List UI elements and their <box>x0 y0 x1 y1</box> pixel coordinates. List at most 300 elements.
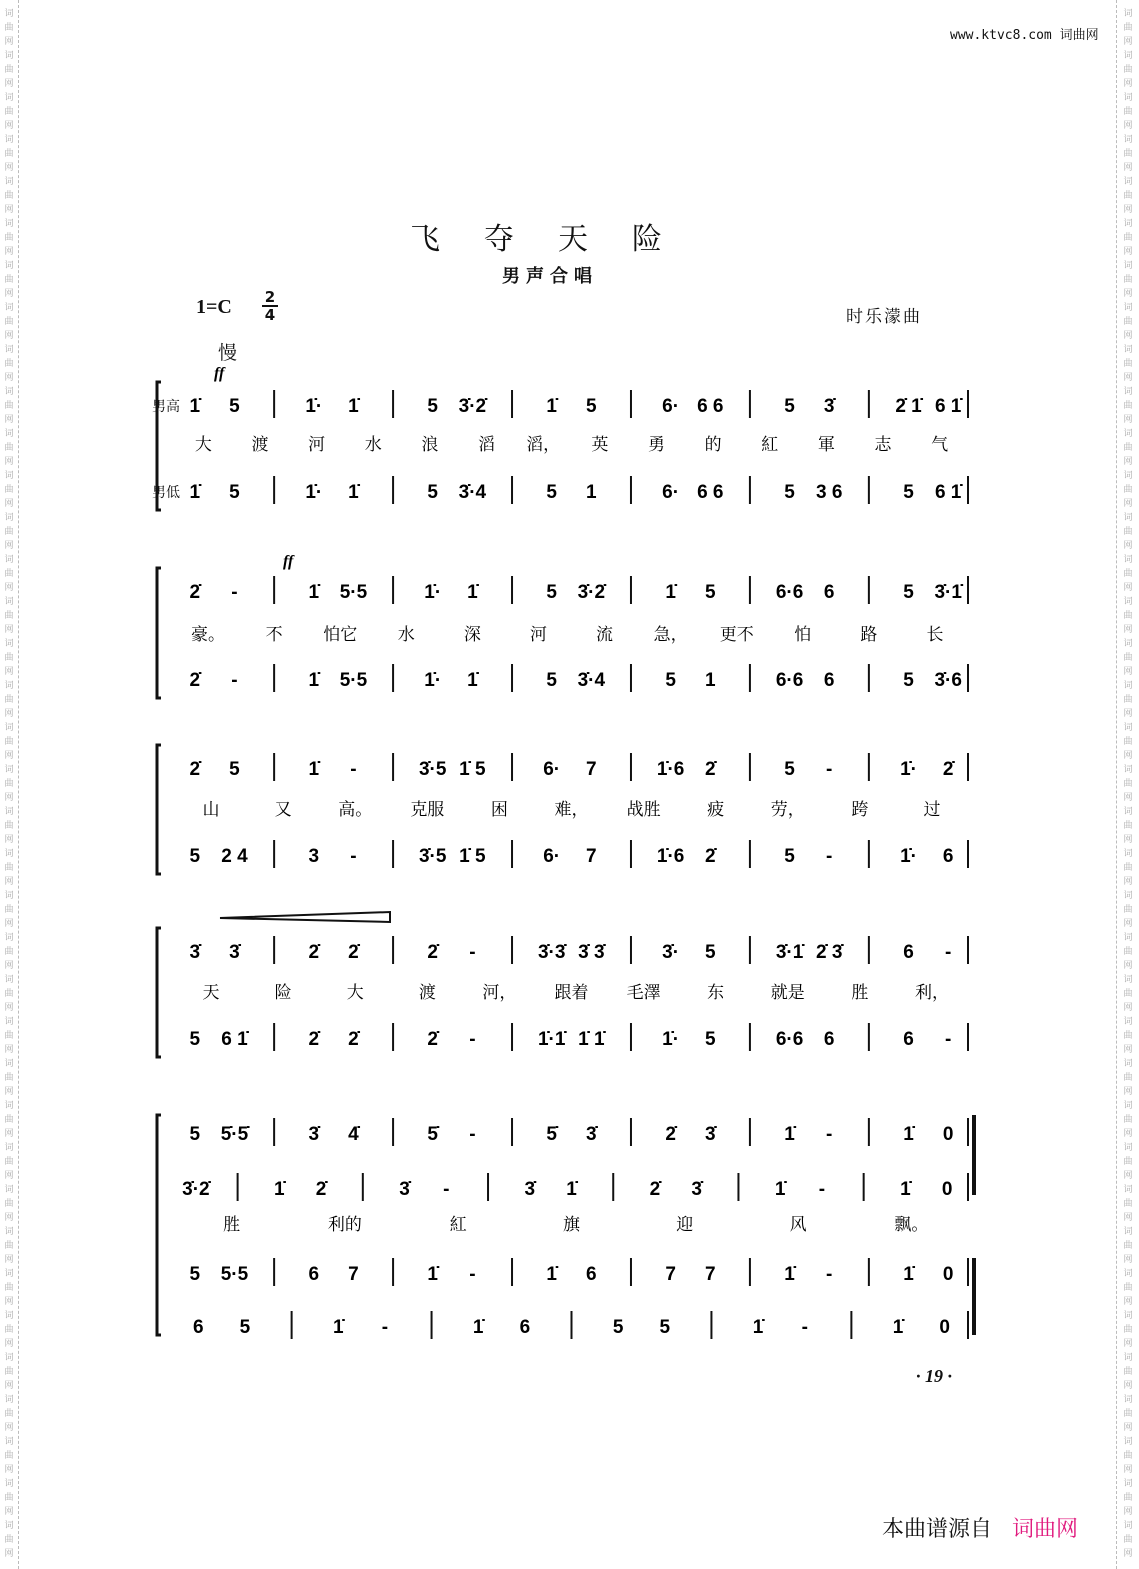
bass-note: 5 <box>229 482 240 503</box>
watermark-char: 词 <box>4 1311 14 1321</box>
watermark-char: 网 <box>4 457 14 467</box>
tenor-lower-note: 3̇·2̇ <box>182 1179 210 1200</box>
bass-note: 1̇ 1̇ <box>578 1029 605 1050</box>
watermark-char: 网 <box>1123 37 1133 47</box>
watermark-char: 曲 <box>4 905 14 915</box>
bass-lower-note: 6 <box>193 1317 204 1338</box>
watermark-char: 曲 <box>1123 1115 1133 1125</box>
watermark-char: 曲 <box>1123 1409 1133 1419</box>
watermark-char: 曲 <box>1123 1283 1133 1293</box>
watermark-char: 词 <box>4 639 14 649</box>
watermark-char: 网 <box>4 541 14 551</box>
watermark-char: 网 <box>1123 835 1133 845</box>
lyric-syllable: 毛澤 <box>626 983 661 1003</box>
watermark-char: 曲 <box>1123 401 1133 411</box>
watermark-char: 词 <box>1123 1395 1133 1405</box>
watermark-char: 网 <box>4 1465 14 1475</box>
bass-note: 6 6 <box>697 482 724 503</box>
watermark-char: 词 <box>4 723 14 733</box>
watermark-char: 网 <box>1123 1045 1133 1055</box>
watermark-char: 曲 <box>1123 569 1133 579</box>
lyric-syllable: 河， <box>482 983 517 1003</box>
bass-upper-note: 6 <box>586 1264 597 1285</box>
watermark-char: 网 <box>1123 1339 1133 1349</box>
bass-lower-note: 0 <box>939 1317 950 1338</box>
watermark-char: 词 <box>1123 681 1133 691</box>
bass-note: 2 4 <box>221 846 248 867</box>
watermark-char: 曲 <box>4 569 14 579</box>
bass-note: 3 <box>308 846 320 867</box>
tenor-note: 2̇ <box>189 759 201 780</box>
watermark-char: 网 <box>4 961 14 971</box>
lyric-syllable: 大 <box>346 983 364 1003</box>
watermark-char: 词 <box>4 1437 14 1447</box>
tenor-note: 1̇· <box>900 759 917 780</box>
bass-note: 1̇ 5 <box>459 846 486 867</box>
lyric-syllable: 勇 <box>647 435 665 455</box>
watermark-char: 词 <box>1123 345 1133 355</box>
lyric-syllable: 大 <box>194 435 212 455</box>
watermark-char: 词 <box>1123 303 1133 313</box>
tenor-upper-note: 0 <box>942 1124 954 1145</box>
watermark-char: 网 <box>4 583 14 593</box>
watermark-char: 网 <box>1123 79 1133 89</box>
watermark-char: 网 <box>1123 247 1133 257</box>
tenor-note: 5 <box>586 396 597 417</box>
watermark-char: 网 <box>4 1213 14 1223</box>
tenor-note: 3̇ <box>189 942 201 963</box>
bass-note: 5 <box>903 670 914 691</box>
watermark-char: 词 <box>4 1479 14 1489</box>
watermark-char: 曲 <box>4 317 14 327</box>
tenor-note: 2̇ <box>942 759 954 780</box>
bass-note: - <box>469 1029 476 1050</box>
tenor-note: 1̇ 5 <box>459 759 486 780</box>
bass-note: 1̇· <box>305 482 323 503</box>
song-title: 飞夺天险 <box>410 222 706 257</box>
lyric-syllable: 利， <box>914 983 949 1003</box>
watermark-char: 曲 <box>1123 149 1133 159</box>
tenor-upper-note: 3̇ <box>704 1124 716 1145</box>
tenor-note: 2̇ 1̇ <box>895 396 922 417</box>
site-name-text: 词曲网 <box>1059 28 1099 43</box>
tenor-note: 2̇ <box>704 759 716 780</box>
bass-note: 5 <box>189 846 201 867</box>
watermark-char: 曲 <box>4 233 14 243</box>
watermark-char: 网 <box>4 499 14 509</box>
bass-upper-note: 7 <box>704 1264 716 1285</box>
watermark-char: 词 <box>4 513 14 523</box>
tenor-lower-note: 3̇ <box>524 1179 536 1200</box>
watermark-char: 曲 <box>4 1493 14 1503</box>
lyric-syllable: 难， <box>554 800 589 820</box>
bass-note: 5 <box>704 1029 716 1050</box>
bass-note: 6· <box>662 482 680 503</box>
lyric-syllable: 飘。 <box>894 1215 929 1235</box>
lyric-syllable: 劳， <box>770 800 805 820</box>
bass-note: 5 <box>546 482 557 503</box>
tenor-upper-note: 3̇ <box>586 1124 597 1145</box>
watermark-char: 词 <box>4 303 14 313</box>
lyric-syllable: 东 <box>707 983 725 1003</box>
watermark-char: 曲 <box>4 947 14 957</box>
watermark-char: 曲 <box>1123 359 1133 369</box>
watermark-char: 词 <box>4 807 14 817</box>
watermark-char: 词 <box>1123 1227 1133 1237</box>
bass-note: 5 <box>784 846 795 867</box>
watermark-char: 词 <box>1123 177 1133 187</box>
lyric-syllable: 迎 <box>676 1215 694 1235</box>
watermark-char: 曲 <box>1123 107 1133 117</box>
lyric-syllable: 的 <box>704 435 722 455</box>
tenor-note: 2̇ <box>189 582 201 603</box>
watermark-char: 网 <box>1123 1381 1133 1391</box>
watermark-char: 曲 <box>1123 1199 1133 1209</box>
watermark-char: 曲 <box>1123 485 1133 495</box>
watermark-char: 网 <box>4 877 14 887</box>
tenor-note: 3̇·1̇ <box>775 942 804 963</box>
watermark-char: 词 <box>4 597 14 607</box>
watermark-char: 网 <box>1123 1255 1133 1265</box>
watermark-char: 词 <box>1123 1479 1133 1489</box>
lyric-syllable: 滔， <box>526 435 561 455</box>
dynamic-marking: ff <box>283 553 294 570</box>
source-credit[interactable] <box>882 1512 1078 1543</box>
hairpin <box>220 912 390 922</box>
watermark-char: 词 <box>1123 933 1133 943</box>
watermark-char: 网 <box>4 709 14 719</box>
bass-note: 1 <box>586 482 597 503</box>
bass-lower-note: 1̇ <box>332 1317 344 1338</box>
lyric-syllable: 渡 <box>251 435 269 455</box>
watermark-char: 词 <box>1123 807 1133 817</box>
watermark-char: 网 <box>1123 667 1133 677</box>
lyric-syllable: 旗 <box>563 1215 580 1235</box>
lyric-syllable: 怕它 <box>323 625 358 645</box>
watermark-char: 曲 <box>1123 1451 1133 1461</box>
watermark-char: 词 <box>4 1059 14 1069</box>
watermark-char: 词 <box>1123 765 1133 775</box>
watermark-char: 词 <box>1123 1437 1133 1447</box>
watermark-char: 曲 <box>1123 905 1133 915</box>
tenor-upper-note: 1̇ <box>903 1124 914 1145</box>
watermark-char: 曲 <box>4 191 14 201</box>
watermark-char: 网 <box>1123 1213 1133 1223</box>
bass-note: 1̇· <box>662 1029 680 1050</box>
bass-note: 1̇· <box>900 846 917 867</box>
bass-note: 6·6 <box>775 1029 804 1050</box>
watermark-char: 曲 <box>4 1367 14 1377</box>
watermark-char: 网 <box>4 793 14 803</box>
watermark-char: 曲 <box>4 485 14 495</box>
tenor-note: 1̇· <box>305 396 323 417</box>
time-signature-top: 2 <box>264 288 276 306</box>
lyric-syllable: 急， <box>653 625 688 645</box>
watermark-char: 曲 <box>1123 65 1133 75</box>
watermark-char: 词 <box>1123 597 1133 607</box>
tenor-lower-note: 1̇ <box>566 1179 577 1200</box>
bass-note: 6· <box>543 846 561 867</box>
watermark-char: 网 <box>4 1003 14 1013</box>
tenor-lower-note: 1̇ <box>900 1179 911 1200</box>
watermark-char: 网 <box>4 1381 14 1391</box>
tenor-note: 5 <box>229 396 240 417</box>
system-bracket <box>157 928 161 1057</box>
watermark-char: 网 <box>4 247 14 257</box>
lyric-syllable: 天 <box>202 983 220 1003</box>
lyric-syllable: 险 <box>274 983 292 1003</box>
watermark-char: 网 <box>4 79 14 89</box>
watermark-char: 词 <box>4 849 14 859</box>
lyric-syllable: 山 <box>202 800 220 820</box>
watermark-char: 词 <box>4 1521 14 1531</box>
bass-note: 2̇ <box>704 846 716 867</box>
watermark-char: 词 <box>4 1227 14 1237</box>
watermark-char: 词 <box>1123 1521 1133 1531</box>
tenor-lower-note: 2̇ <box>315 1179 327 1200</box>
watermark-char: 词 <box>4 177 14 187</box>
watermark-char: 词 <box>1123 1101 1133 1111</box>
bass-note: 2̇ <box>308 1029 320 1050</box>
watermark-char: 词 <box>1123 387 1133 397</box>
watermark-char: 曲 <box>1123 863 1133 873</box>
bass-note: 1̇ <box>467 670 478 691</box>
watermark-char: 网 <box>4 1339 14 1349</box>
tenor-upper-note: - <box>469 1124 476 1145</box>
watermark-char: 词 <box>1123 555 1133 565</box>
bass-note: 3̇·6 <box>934 670 962 691</box>
tenor-upper-note: 4̇ <box>348 1124 359 1145</box>
bass-upper-note: 5 <box>189 1264 201 1285</box>
tenor-note: 3̇ <box>823 396 835 417</box>
watermark-char: 网 <box>1123 1465 1133 1475</box>
watermark-char: 词 <box>4 1269 14 1279</box>
watermark-char: 网 <box>1123 1507 1133 1517</box>
tenor-upper-note: 5̇ <box>546 1124 557 1145</box>
watermark-char: 曲 <box>4 737 14 747</box>
tenor-note: 3̇·3̇ <box>537 942 566 963</box>
watermark-char: 曲 <box>4 527 14 537</box>
watermark-char: 曲 <box>1123 737 1133 747</box>
tenor-note: 6· <box>662 396 680 417</box>
composer: 时乐濛曲 <box>846 307 922 327</box>
lyric-syllable: 利的 <box>327 1215 362 1235</box>
watermark-char: 词 <box>1123 1017 1133 1027</box>
part-label-bass: 男低 <box>152 485 180 501</box>
bass-note: 1̇·1̇ <box>537 1029 566 1050</box>
watermark-char: 词 <box>4 1395 14 1405</box>
tenor-note: 6·6 <box>775 582 804 603</box>
tenor-note: - <box>945 942 952 963</box>
bass-note: 3̇·5 <box>418 846 447 867</box>
tenor-note: 5 <box>229 759 240 780</box>
bass-note: 5 <box>546 670 557 691</box>
watermark-char: 网 <box>4 1045 14 1055</box>
watermark-char: 曲 <box>4 1535 14 1545</box>
lyric-syllable: 紅 <box>449 1215 467 1235</box>
lyric-syllable: 路 <box>860 625 878 645</box>
bass-upper-note: 1̇ <box>427 1264 439 1285</box>
lyric-syllable: 河 <box>529 625 547 645</box>
key-signature: 1=C <box>196 296 232 318</box>
watermark-char: 曲 <box>1123 443 1133 453</box>
watermark-char: 网 <box>1123 541 1133 551</box>
lyric-syllable: 高。 <box>338 800 373 820</box>
tenor-upper-note: 5 <box>189 1124 201 1145</box>
bass-note: 6 <box>823 670 835 691</box>
bass-lower-note: 5 <box>239 1317 251 1338</box>
watermark-char: 词 <box>4 9 14 19</box>
lyric-syllable: 英 <box>591 435 609 455</box>
watermark-char: 词 <box>1123 723 1133 733</box>
lyric-syllable: 克服 <box>410 800 445 820</box>
watermark-char: 网 <box>4 289 14 299</box>
watermark-char: 网 <box>1123 961 1133 971</box>
watermark-char: 词 <box>4 1017 14 1027</box>
tenor-lower-note: 2̇ <box>649 1179 661 1200</box>
tenor-note: 1̇ <box>546 396 557 417</box>
bass-lower-note: 5 <box>612 1317 624 1338</box>
tenor-note: 1̇ <box>348 396 359 417</box>
part-label-tenor: 男高 <box>152 399 180 415</box>
system-bracket <box>157 1115 161 1335</box>
watermark-char: 网 <box>1123 289 1133 299</box>
bass-note: 1̇· <box>424 670 442 691</box>
tenor-note: - <box>469 942 476 963</box>
watermark-char: 网 <box>1123 709 1133 719</box>
lyric-syllable: 浪 <box>421 435 439 455</box>
bass-lower-note: 1̇ <box>892 1317 904 1338</box>
watermark-char: 词 <box>1123 93 1133 103</box>
lyric-syllable: 豪。 <box>191 625 226 645</box>
watermark-char: 曲 <box>4 401 14 411</box>
lyric-syllable: 水 <box>364 435 382 455</box>
bass-upper-note: 1̇ <box>546 1264 557 1285</box>
lyric-syllable: 长 <box>926 625 944 645</box>
bass-note: - <box>231 670 238 691</box>
watermark-char: 词 <box>1123 891 1133 901</box>
watermark-char: 词 <box>1123 1143 1133 1153</box>
watermark-char: 词 <box>4 387 14 397</box>
bass-note: 5·5 <box>339 670 368 691</box>
watermark-char: 词 <box>1123 975 1133 985</box>
watermark-char: 词 <box>1123 513 1133 523</box>
watermark-char: 曲 <box>1123 695 1133 705</box>
watermark-char: 曲 <box>1123 1073 1133 1083</box>
bass-note: 5 <box>784 482 795 503</box>
watermark-char: 网 <box>4 415 14 425</box>
tenor-note: 3̇· <box>662 942 680 963</box>
watermark-char: 曲 <box>4 107 14 117</box>
bass-upper-note: 1̇ <box>903 1264 914 1285</box>
bass-upper-note: - <box>469 1264 476 1285</box>
tenor-note: 3̇ 3̇ <box>578 942 605 963</box>
tenor-lower-note: 3̇ <box>691 1179 702 1200</box>
watermark-char: 词 <box>4 345 14 355</box>
watermark-char: 网 <box>1123 499 1133 509</box>
watermark-char: 网 <box>4 1129 14 1139</box>
tenor-lower-note: - <box>818 1179 826 1200</box>
lyric-syllable: 水 <box>397 625 415 645</box>
tenor-note: 3̇ <box>229 942 240 963</box>
watermark-char: 网 <box>1123 1423 1133 1433</box>
tenor-note: 5 <box>546 582 557 603</box>
bass-lower-note: - <box>801 1317 808 1338</box>
bass-note: - <box>945 1029 952 1050</box>
watermark-char: 曲 <box>4 779 14 789</box>
tenor-note: 2̇ 3̇ <box>816 942 843 963</box>
watermark-char: 词 <box>1123 1185 1133 1195</box>
watermark-char: 词 <box>1123 135 1133 145</box>
bass-note: 6 <box>903 1029 914 1050</box>
tenor-note: 1̇·6 <box>656 759 685 780</box>
song-subtitle: 男声合唱 <box>502 266 598 287</box>
bass-lower-note: 1̇ <box>752 1317 764 1338</box>
watermark-char: 网 <box>1123 751 1133 761</box>
watermark-char: 词 <box>4 471 14 481</box>
watermark-char: 曲 <box>1123 989 1133 999</box>
system-bracket <box>157 382 161 510</box>
tenor-note: 6 6 <box>697 396 724 417</box>
bass-note: 3 6 <box>816 482 843 503</box>
tenor-upper-note: - <box>826 1124 833 1145</box>
watermark-char: 词 <box>1123 219 1133 229</box>
watermark-char: 词 <box>1123 429 1133 439</box>
source-label: 本曲谱源自 <box>882 1517 993 1542</box>
watermark-char: 网 <box>1123 415 1133 425</box>
watermark-char: 网 <box>4 1087 14 1097</box>
watermark-char: 网 <box>1123 1129 1133 1139</box>
watermark-char: 曲 <box>4 611 14 621</box>
tenor-note: 5 <box>903 582 914 603</box>
tenor-note: 1̇ <box>189 396 201 417</box>
tenor-note: 3̇·2̇ <box>577 582 606 603</box>
watermark-char: 词 <box>4 429 14 439</box>
tenor-upper-note: 2̇ <box>665 1124 676 1145</box>
lyric-syllable: 疲 <box>707 800 725 820</box>
watermark-char: 曲 <box>1123 1241 1133 1251</box>
bass-note: 5 <box>189 1029 201 1050</box>
watermark-char: 网 <box>1123 373 1133 383</box>
watermark-char: 网 <box>1123 163 1133 173</box>
lyric-syllable: 更不 <box>719 625 754 645</box>
bass-note: 1̇·6 <box>656 846 685 867</box>
tenor-note: 6· <box>543 759 561 780</box>
tenor-note: 2̇ <box>348 942 359 963</box>
bass-upper-note: 7 <box>348 1264 359 1285</box>
bass-note: 6 <box>823 1029 835 1050</box>
watermark-char: 网 <box>4 205 14 215</box>
bass-lower-note: 6 <box>519 1317 531 1338</box>
bass-upper-note: - <box>826 1264 833 1285</box>
watermark-char: 网 <box>4 1255 14 1265</box>
watermark-char: 曲 <box>4 1031 14 1041</box>
watermark-char: 词 <box>1123 1311 1133 1321</box>
page-number: · 19 · <box>916 1366 952 1386</box>
lyric-syllable: 风 <box>789 1215 807 1235</box>
tenor-note: 6 <box>903 942 914 963</box>
tenor-note: - <box>826 759 833 780</box>
tenor-lower-note: 3̇ <box>399 1179 410 1200</box>
bass-upper-note: 7 <box>665 1264 676 1285</box>
watermark-char: 网 <box>4 373 14 383</box>
watermark-char: 词 <box>1123 51 1133 61</box>
watermark-char: 词 <box>4 681 14 691</box>
watermark-char: 曲 <box>1123 1031 1133 1041</box>
watermark-char: 曲 <box>4 23 14 33</box>
watermark-char: 曲 <box>1123 947 1133 957</box>
watermark-char: 曲 <box>4 653 14 663</box>
